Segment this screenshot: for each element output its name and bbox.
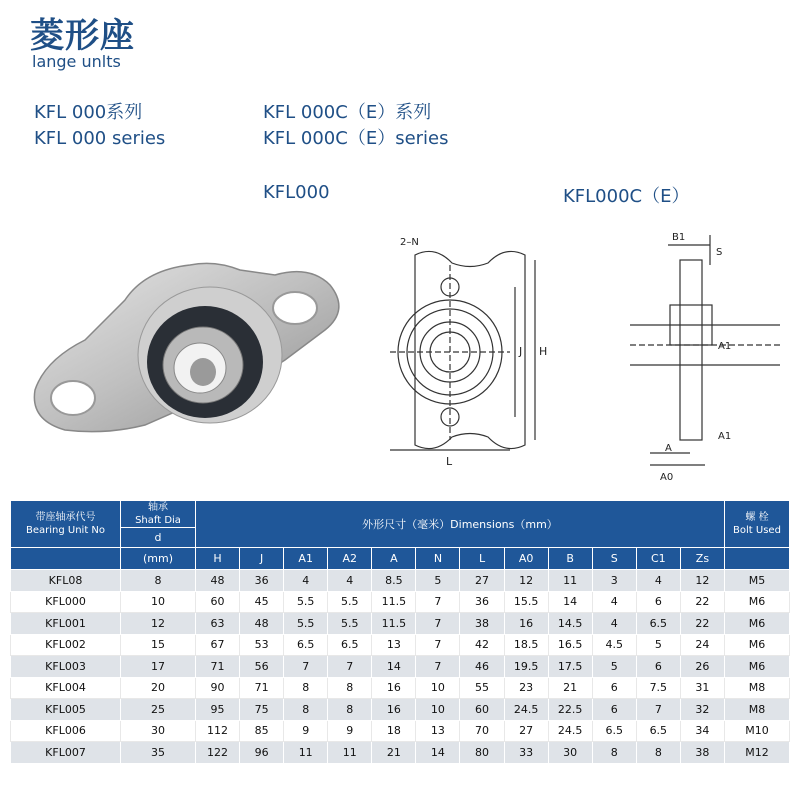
table-cell: 24.5 — [548, 720, 592, 742]
table-cell: 7 — [416, 634, 460, 656]
table-cell: 11.5 — [372, 613, 416, 635]
table-cell: KFL005 — [11, 699, 121, 721]
table-cell: KFL002 — [11, 634, 121, 656]
model-right-label: KFL000C（E） — [563, 186, 690, 207]
side-b1-label: B1 — [672, 232, 686, 243]
table-cell: 4 — [328, 570, 372, 592]
table-cell: 20 — [121, 677, 196, 699]
table-cell: KFL007 — [11, 742, 121, 764]
th-bolt-blank — [725, 548, 790, 570]
table-row — [11, 634, 790, 656]
table-cell: M10 — [725, 720, 790, 742]
table-cell: 26 — [680, 656, 724, 678]
table-cell: KFL006 — [11, 720, 121, 742]
table-cell: 8.5 — [372, 570, 416, 592]
table-cell: 60 — [460, 699, 504, 721]
table-cell: 16 — [372, 699, 416, 721]
side-a-label: A — [665, 443, 672, 454]
th-col-j: J — [240, 548, 284, 570]
side-a1-top-label: A1 — [718, 341, 732, 352]
table-cell: 17.5 — [548, 656, 592, 678]
table-cell: 3 — [592, 570, 636, 592]
table-cell: 21 — [548, 677, 592, 699]
table-cell: 8 — [592, 742, 636, 764]
table-cell: 19.5 — [504, 656, 548, 678]
table-cell: 34 — [680, 720, 724, 742]
table-cell: 55 — [460, 677, 504, 699]
table-cell: 36 — [460, 591, 504, 613]
table-row — [11, 699, 790, 721]
series-right-cn: KFL 000C（E）系列 — [263, 102, 432, 123]
table-cell: 11 — [548, 570, 592, 592]
table-cell: 70 — [460, 720, 504, 742]
table-cell: 15.5 — [504, 591, 548, 613]
table-cell: 14 — [372, 656, 416, 678]
side-s-label: S — [716, 247, 723, 258]
table-cell: 22.5 — [548, 699, 592, 721]
front-view-drawing — [380, 225, 570, 475]
table-cell: 5 — [416, 570, 460, 592]
table-cell: M6 — [725, 656, 790, 678]
table-row — [11, 720, 790, 742]
table-cell: 11 — [328, 742, 372, 764]
table-cell: 122 — [196, 742, 240, 764]
table-cell: 71 — [240, 677, 284, 699]
table-cell: 16 — [504, 613, 548, 635]
front-j-label: J — [519, 345, 523, 358]
table-cell: 15 — [121, 634, 196, 656]
table-cell: 6.5 — [592, 720, 636, 742]
table-cell: M12 — [725, 742, 790, 764]
table-cell: 8 — [328, 699, 372, 721]
table-cell: 9 — [284, 720, 328, 742]
table-cell: 12 — [504, 570, 548, 592]
th-shaft: 轴承 Shaft Dia — [121, 501, 196, 528]
table-cell: 7 — [636, 699, 680, 721]
table-cell: 67 — [196, 634, 240, 656]
series-right-en: KFL 000C（E）series — [263, 128, 449, 149]
table-row — [11, 742, 790, 764]
table-cell: 31 — [680, 677, 724, 699]
table-cell: 90 — [196, 677, 240, 699]
table-cell: 33 — [504, 742, 548, 764]
front-bolt-label: 2–N — [400, 237, 419, 248]
table-row — [11, 591, 790, 613]
table-cell: 6.5 — [636, 720, 680, 742]
table-cell: 4 — [592, 591, 636, 613]
table-cell: 53 — [240, 634, 284, 656]
series-left-cn: KFL 000系列 — [34, 102, 143, 123]
th-col-zs: Zs — [680, 548, 724, 570]
table-cell: 13 — [416, 720, 460, 742]
side-a0-label: A0 — [660, 472, 674, 483]
spec-table — [10, 500, 790, 764]
table-cell: 22 — [680, 613, 724, 635]
table-cell: 5.5 — [328, 613, 372, 635]
th-col-h: H — [196, 548, 240, 570]
table-cell: 11 — [284, 742, 328, 764]
table-cell: 6 — [636, 591, 680, 613]
th-unit-no: 带座轴承代号 Bearing Unit No — [11, 501, 121, 548]
th-col-a: A — [372, 548, 416, 570]
table-cell: 96 — [240, 742, 284, 764]
front-h-label: H — [539, 345, 548, 358]
table-cell: 14 — [548, 591, 592, 613]
table-cell: 35 — [121, 742, 196, 764]
table-cell: 56 — [240, 656, 284, 678]
table-cell: 45 — [240, 591, 284, 613]
spec-table-body — [11, 570, 790, 764]
table-cell: 9 — [328, 720, 372, 742]
table-cell: 23 — [504, 677, 548, 699]
table-cell: 14.5 — [548, 613, 592, 635]
table-cell: 46 — [460, 656, 504, 678]
table-cell: 95 — [196, 699, 240, 721]
table-cell: 7 — [284, 656, 328, 678]
th-shaft-symbol: d — [121, 528, 196, 548]
table-cell: 5.5 — [284, 613, 328, 635]
table-cell: 80 — [460, 742, 504, 764]
table-cell: 30 — [121, 720, 196, 742]
table-cell: 75 — [240, 699, 284, 721]
th-col-n: N — [416, 548, 460, 570]
table-cell: 18 — [372, 720, 416, 742]
table-cell: 8 — [284, 677, 328, 699]
table-cell: 12 — [680, 570, 724, 592]
table-cell: 7 — [328, 656, 372, 678]
series-right — [263, 100, 449, 152]
table-cell: 27 — [504, 720, 548, 742]
table-row — [11, 613, 790, 635]
table-cell: 4 — [592, 613, 636, 635]
table-cell: 27 — [460, 570, 504, 592]
table-cell: 8 — [636, 742, 680, 764]
table-cell: 8 — [328, 677, 372, 699]
table-cell: KFL001 — [11, 613, 121, 635]
table-cell: 5.5 — [328, 591, 372, 613]
table-cell: 32 — [680, 699, 724, 721]
table-cell: 10 — [121, 591, 196, 613]
table-cell: 6.5 — [284, 634, 328, 656]
page-title: 菱形座 — [30, 16, 135, 56]
table-cell: 12 — [121, 613, 196, 635]
table-cell: 25 — [121, 699, 196, 721]
th-blank — [11, 548, 121, 570]
table-cell: M6 — [725, 613, 790, 635]
table-cell: 63 — [196, 613, 240, 635]
table-cell: M8 — [725, 677, 790, 699]
th-col-l: L — [460, 548, 504, 570]
table-cell: 38 — [460, 613, 504, 635]
table-cell: KFL08 — [11, 570, 121, 592]
table-cell: 10 — [416, 677, 460, 699]
table-cell: 5 — [636, 634, 680, 656]
table-cell: 60 — [196, 591, 240, 613]
table-cell: 4 — [636, 570, 680, 592]
table-cell: 30 — [548, 742, 592, 764]
front-l-label: L — [446, 455, 453, 468]
th-col-a0: A0 — [504, 548, 548, 570]
table-cell: 4 — [284, 570, 328, 592]
th-dimensions: 外形尺寸（毫米）Dimensions（mm） — [196, 501, 725, 548]
table-cell: 24 — [680, 634, 724, 656]
table-cell: 16.5 — [548, 634, 592, 656]
table-cell: 112 — [196, 720, 240, 742]
side-view-drawing — [610, 225, 790, 485]
th-col-s: S — [592, 548, 636, 570]
series-left-en: KFL 000 series — [34, 128, 166, 149]
table-cell: 6 — [592, 677, 636, 699]
table-cell: 38 — [680, 742, 724, 764]
table-cell: 10 — [416, 699, 460, 721]
table-cell: 21 — [372, 742, 416, 764]
table-cell: 22 — [680, 591, 724, 613]
bearing-photo — [25, 240, 355, 450]
table-cell: 5 — [592, 656, 636, 678]
table-cell: M5 — [725, 570, 790, 592]
th-col-b: B — [548, 548, 592, 570]
table-cell: 4.5 — [592, 634, 636, 656]
table-cell: 18.5 — [504, 634, 548, 656]
th-shaft-unit: (mm) — [121, 548, 196, 570]
th-col-c1: C1 — [636, 548, 680, 570]
series-left — [34, 100, 165, 152]
table-cell: 8 — [121, 570, 196, 592]
table-cell: 6 — [592, 699, 636, 721]
th-bolt: 螺 栓 Bolt Used — [725, 501, 790, 548]
table-cell: 36 — [240, 570, 284, 592]
table-cell: M8 — [725, 699, 790, 721]
table-cell: 48 — [240, 613, 284, 635]
table-cell: M6 — [725, 634, 790, 656]
table-row — [11, 677, 790, 699]
table-cell: 7 — [416, 613, 460, 635]
table-cell: 48 — [196, 570, 240, 592]
table-cell: KFL004 — [11, 677, 121, 699]
table-cell: M6 — [725, 591, 790, 613]
table-cell: 6 — [636, 656, 680, 678]
table-cell: KFL000 — [11, 591, 121, 613]
table-cell: 7 — [416, 656, 460, 678]
th-col-a1: A1 — [284, 548, 328, 570]
table-row — [11, 570, 790, 592]
table-cell: 11.5 — [372, 591, 416, 613]
table-cell: 14 — [416, 742, 460, 764]
table-cell: 5.5 — [284, 591, 328, 613]
table-cell: 6.5 — [636, 613, 680, 635]
table-cell: 16 — [372, 677, 416, 699]
table-cell: 7 — [416, 591, 460, 613]
th-col-a2: A2 — [328, 548, 372, 570]
table-cell: KFL003 — [11, 656, 121, 678]
table-cell: 71 — [196, 656, 240, 678]
table-cell: 85 — [240, 720, 284, 742]
page-subtitle: lange unlts — [32, 52, 121, 71]
model-left-label: KFL000 — [263, 182, 330, 203]
table-cell: 42 — [460, 634, 504, 656]
table-row — [11, 656, 790, 678]
table-cell: 6.5 — [328, 634, 372, 656]
side-a1-bottom-label: A1 — [718, 431, 732, 442]
table-cell: 8 — [284, 699, 328, 721]
table-cell: 13 — [372, 634, 416, 656]
table-cell: 17 — [121, 656, 196, 678]
table-cell: 24.5 — [504, 699, 548, 721]
table-cell: 7.5 — [636, 677, 680, 699]
